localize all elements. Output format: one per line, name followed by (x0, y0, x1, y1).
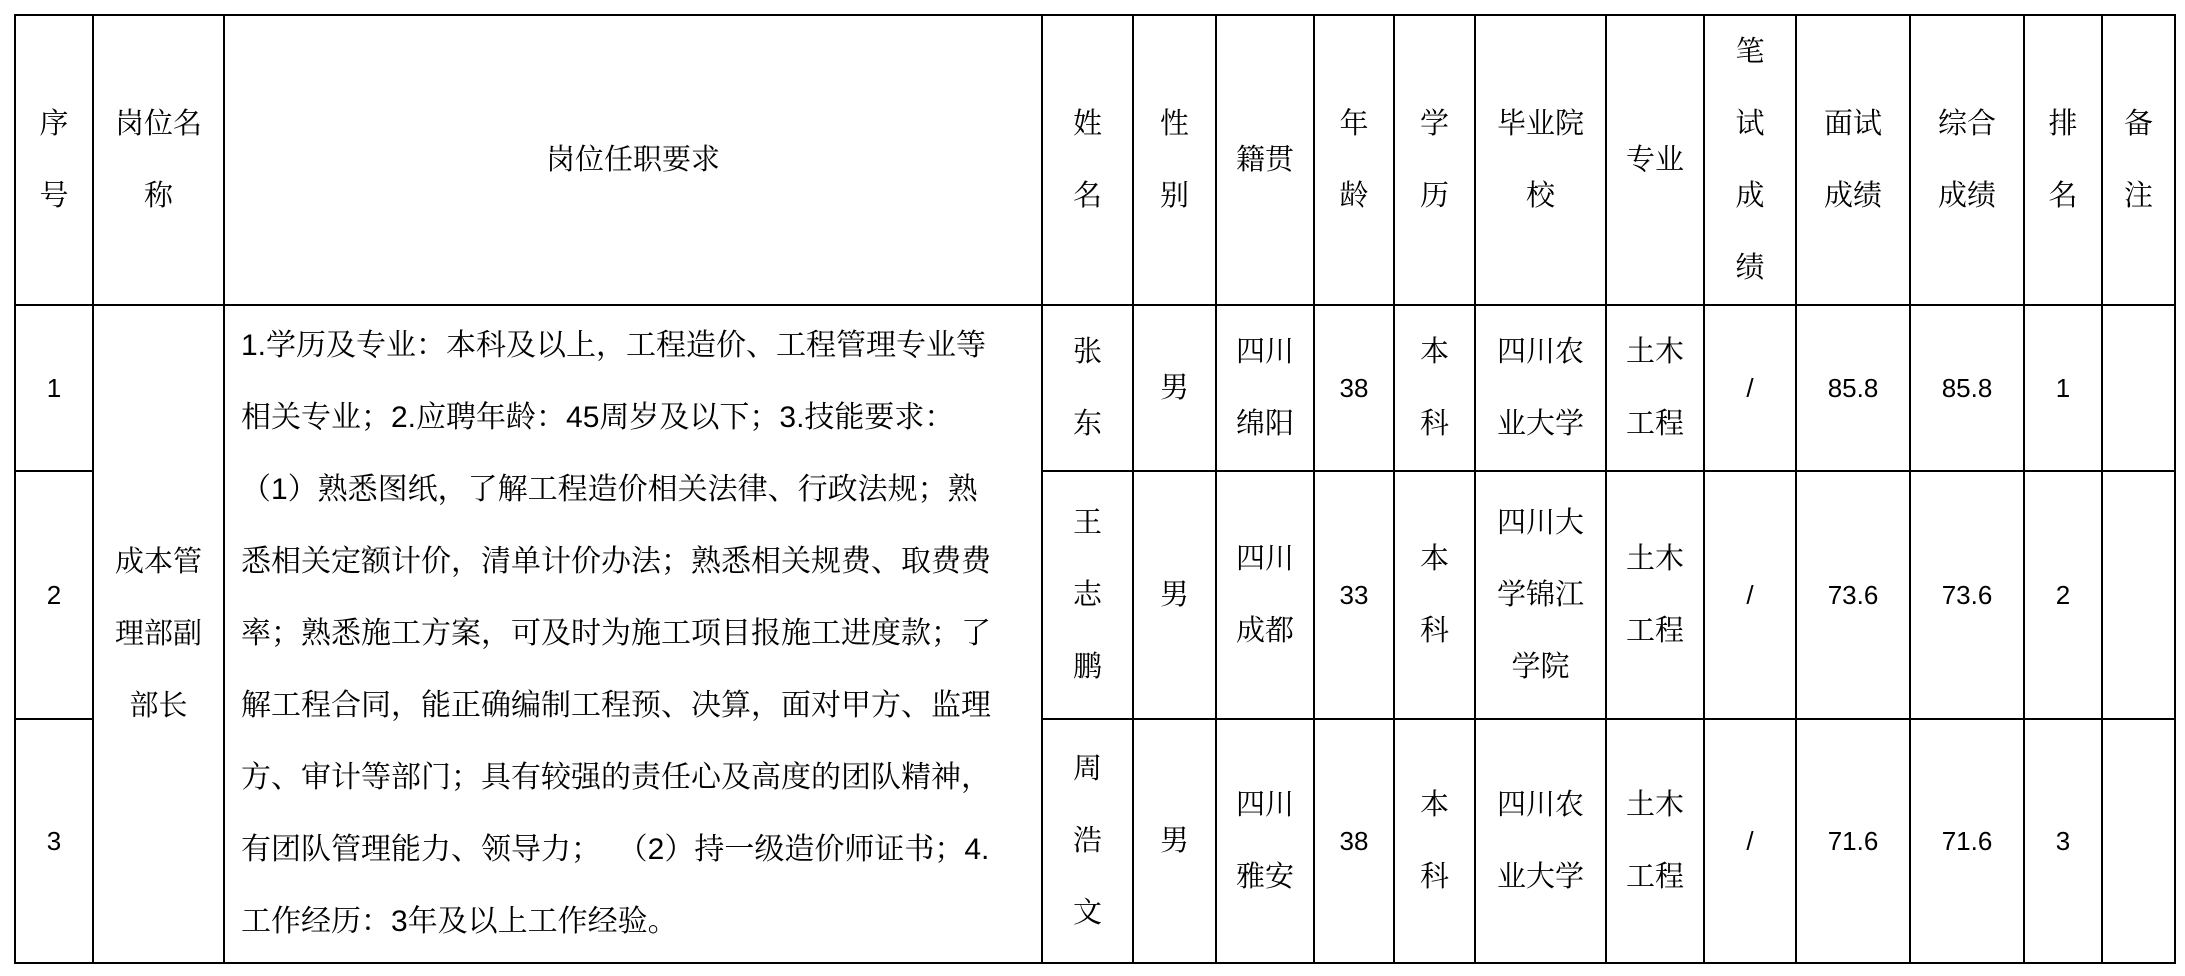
cell-gender (1133, 719, 1216, 963)
header-remark-line: 注 (2123, 180, 2153, 212)
requirements-line: 率；熟悉施工方案，可及时为施工项目报施工进度款；了 (241, 617, 991, 650)
major-line: 土木 (1625, 543, 1684, 575)
cell-seq (15, 719, 93, 963)
cell-interview-score (1796, 305, 1910, 471)
interview-score-value: 85.8 (1827, 373, 1879, 403)
age-value: 38 (1339, 373, 1369, 403)
cell-total-score (1910, 471, 2024, 719)
header-rank-line: 名 (2048, 180, 2078, 212)
requirements-line: 相关专业；2.应聘年龄：45周岁及以下；3.技能要求： (241, 401, 955, 434)
gender-value: 男 (1159, 372, 1189, 404)
requirements-line: （1）熟悉图纸，了解工程造价相关法律、行政法规；熟 (241, 473, 978, 506)
header-age-line: 年 (1339, 108, 1369, 140)
header-education-line: 学 (1419, 108, 1449, 140)
written-score-value: / (1746, 373, 1754, 403)
school-line: 四川农 (1496, 789, 1584, 821)
origin-line: 成都 (1235, 615, 1294, 647)
cell-written-score (1704, 719, 1796, 963)
cell-remark (2102, 719, 2175, 963)
header-rank-line: 排 (2048, 108, 2078, 140)
header-interview-score (1796, 15, 1910, 305)
table-row (15, 305, 2175, 471)
header-name (1042, 15, 1133, 305)
cell-education (1394, 719, 1475, 963)
cell-gender (1133, 471, 1216, 719)
education-line: 本 (1419, 543, 1449, 575)
header-seq-line: 序 (39, 108, 69, 140)
cell-rank (2024, 719, 2102, 963)
cell-remark (2102, 305, 2175, 471)
cell-name (1042, 471, 1133, 719)
cell-total-score (1910, 719, 2024, 963)
interview-score-value: 73.6 (1827, 580, 1879, 610)
requirements-line: 解工程合同，能正确编制工程预、决算，面对甲方、监理 (241, 689, 991, 722)
requirements-line: 方、审计等部门；具有较强的责任心及高度的团队精神， (241, 761, 991, 794)
gender-value: 男 (1159, 579, 1189, 611)
interview-score-value: 71.6 (1827, 826, 1879, 856)
cell-rank (2024, 305, 2102, 471)
header-remark (2102, 15, 2175, 305)
header-school-line: 校 (1525, 180, 1555, 212)
origin-line: 四川 (1235, 543, 1294, 575)
cell-age (1314, 719, 1394, 963)
origin-line: 四川 (1235, 789, 1294, 821)
origin-line: 四川 (1235, 336, 1294, 368)
header-rank (2024, 15, 2102, 305)
name-line: 王 (1072, 507, 1102, 539)
cell-interview-score (1796, 471, 1910, 719)
header-education-line: 历 (1419, 180, 1449, 212)
requirements-line: 悉相关定额计价，清单计价办法；熟悉相关规费、取费费 (241, 545, 991, 578)
education-line: 本 (1419, 789, 1449, 821)
header-written-score (1704, 15, 1796, 305)
name-line: 周 (1072, 753, 1102, 785)
name-line: 张 (1072, 336, 1102, 368)
school-line: 四川大 (1496, 507, 1584, 539)
cell-name (1042, 305, 1133, 471)
header-gender-line: 别 (1159, 180, 1189, 212)
header-total-line: 成绩 (1937, 180, 1996, 212)
name-line: 志 (1072, 579, 1102, 611)
cell-major (1606, 305, 1704, 471)
cell-seq (15, 471, 93, 719)
position-line: 成本管 (114, 546, 202, 578)
seq-value: 3 (46, 826, 62, 856)
header-interview-line: 面试 (1823, 108, 1882, 140)
header-gender (1133, 15, 1216, 305)
name-line: 浩 (1072, 825, 1102, 857)
cell-age (1314, 471, 1394, 719)
header-seq-line: 号 (39, 180, 69, 212)
header-origin (1216, 15, 1314, 305)
major-line: 工程 (1625, 615, 1684, 647)
recruitment-results-table (14, 14, 2176, 964)
header-written-line: 试 (1735, 108, 1765, 140)
major-line: 土木 (1625, 789, 1684, 821)
rank-value: 1 (2055, 373, 2071, 403)
seq-value: 1 (46, 373, 62, 403)
age-value: 38 (1339, 826, 1369, 856)
cell-origin (1216, 719, 1314, 963)
cell-interview-score (1796, 719, 1910, 963)
education-line: 科 (1419, 861, 1449, 893)
cell-written-score (1704, 471, 1796, 719)
header-requirements-line: 岗位任职要求 (545, 144, 720, 176)
header-interview-line: 成绩 (1823, 180, 1882, 212)
header-gender-line: 性 (1159, 108, 1189, 140)
gender-value: 男 (1159, 825, 1189, 857)
cell-education (1394, 305, 1475, 471)
header-remark-line: 备 (2123, 108, 2153, 140)
header-name-line: 姓 (1072, 108, 1102, 140)
major-line: 工程 (1625, 408, 1684, 440)
header-total-line: 综合 (1937, 108, 1996, 140)
cell-seq (15, 305, 93, 471)
rank-value: 3 (2055, 826, 2071, 856)
cell-requirements (224, 305, 1042, 963)
school-line: 学院 (1511, 651, 1570, 683)
written-score-value: / (1746, 826, 1754, 856)
requirements-line: 有团队管理能力、领导力； （2）持一级造价师证书；4. (241, 833, 990, 866)
cell-origin (1216, 305, 1314, 471)
cell-age (1314, 305, 1394, 471)
cell-school (1475, 719, 1606, 963)
cell-written-score (1704, 305, 1796, 471)
name-line: 文 (1072, 897, 1102, 929)
name-line: 东 (1072, 408, 1102, 440)
rank-value: 2 (2055, 580, 2071, 610)
header-major (1606, 15, 1704, 305)
header-seq (15, 15, 93, 305)
header-position-line: 称 (143, 180, 173, 212)
header-age-line: 龄 (1339, 180, 1369, 212)
school-line: 业大学 (1496, 861, 1584, 893)
header-education (1394, 15, 1475, 305)
education-line: 科 (1419, 615, 1449, 647)
seq-value: 2 (46, 580, 62, 610)
header-written-line: 笔 (1735, 36, 1765, 68)
position-line: 部长 (129, 690, 188, 722)
school-line: 业大学 (1496, 408, 1584, 440)
header-written-line: 成 (1735, 180, 1765, 212)
header-position (93, 15, 224, 305)
cell-origin (1216, 471, 1314, 719)
education-line: 科 (1419, 408, 1449, 440)
school-line: 学锦江 (1496, 579, 1584, 611)
header-row (15, 15, 2175, 305)
cell-school (1475, 305, 1606, 471)
total-score-value: 85.8 (1941, 373, 1993, 403)
cell-total-score (1910, 305, 2024, 471)
cell-name (1042, 719, 1133, 963)
major-line: 土木 (1625, 336, 1684, 368)
age-value: 33 (1339, 580, 1369, 610)
header-school (1475, 15, 1606, 305)
header-position-line: 岗位名 (114, 108, 202, 140)
origin-line: 雅安 (1235, 861, 1294, 893)
school-line: 四川农 (1496, 336, 1584, 368)
header-name-line: 名 (1072, 180, 1102, 212)
header-origin-line: 籍贯 (1235, 144, 1294, 176)
header-major-line: 专业 (1625, 144, 1684, 176)
cell-gender (1133, 305, 1216, 471)
cell-major (1606, 471, 1704, 719)
cell-major (1606, 719, 1704, 963)
cell-rank (2024, 471, 2102, 719)
major-line: 工程 (1625, 861, 1684, 893)
header-total-score (1910, 15, 2024, 305)
header-age (1314, 15, 1394, 305)
position-line: 理部副 (114, 618, 202, 650)
cell-education (1394, 471, 1475, 719)
education-line: 本 (1419, 336, 1449, 368)
cell-school (1475, 471, 1606, 719)
name-line: 鹏 (1072, 651, 1102, 683)
header-requirements (224, 15, 1042, 305)
cell-position (93, 305, 224, 963)
total-score-value: 71.6 (1941, 826, 1993, 856)
origin-line: 绵阳 (1235, 408, 1294, 440)
document-page (14, 14, 2176, 964)
total-score-value: 73.6 (1941, 580, 1993, 610)
header-written-line: 绩 (1735, 252, 1765, 284)
header-school-line: 毕业院 (1496, 108, 1584, 140)
requirements-line: 1.学历及专业：本科及以上，工程造价、工程管理专业等 (241, 329, 987, 362)
requirements-line: 工作经历：3年及以上工作经验。 (241, 905, 678, 938)
cell-remark (2102, 471, 2175, 719)
written-score-value: / (1746, 580, 1754, 610)
